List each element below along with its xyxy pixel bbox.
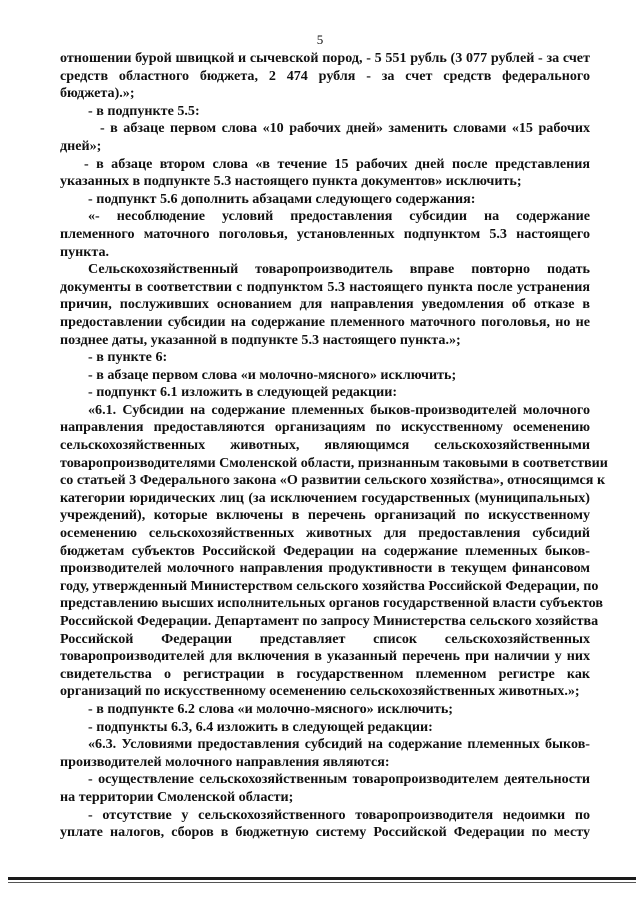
text-line: - подпункт 6.1 изложить в следующей редакции:	[88, 384, 398, 401]
text-line: Сельскохозяйственный товаропроизводитель вправе повторно подать	[88, 261, 590, 278]
text-line: средств областного бюджета, 2 474 рубля - за счет средств федерального	[60, 67, 590, 84]
text-line: сельскохозяйственных животных, являющимся сельскохозяйственными	[60, 437, 590, 454]
text-line: уплате налогов, сборов в бюджетную систему Российской Федерации по месту	[60, 824, 590, 841]
text-line: товаропроизводителями Смоленской области, признанным таковыми в соответствии	[60, 454, 608, 471]
text-line: производителей молочного направления продуктивности в текущем финансовом	[60, 560, 590, 577]
text-line: «6.3. Условиями предоставления субсидий на содержание племенных быков-	[88, 736, 590, 753]
text-line: - отсутствие у сельскохозяйственного товаропроизводителя недоимки по	[88, 806, 590, 823]
text-line: отношении бурой швицкой и сычевской пород, - 5 551 рубль (3 077 рублей - за счет	[60, 50, 590, 66]
text-line: - в абзаце первом слова «10 рабочих дней» заменить словами «15 рабочих	[100, 120, 590, 137]
text-line: учреждений), которые включены в перечень организаций по искусственному	[60, 507, 590, 524]
page-number: 5	[316, 32, 324, 47]
text-line: «- несоблюдение условий предоставления субсидии на содержание	[88, 208, 590, 225]
text-line: - в пункте 6:	[88, 349, 168, 366]
bottom-rule-thin	[8, 882, 636, 883]
text-line: указанных в подпункте 5.3 настоящего пункта документов» исключить;	[60, 173, 522, 190]
text-line: на территории Смоленской области;	[60, 788, 294, 805]
text-line: категории юридических лиц (за исключением государственных (муниципальных)	[60, 489, 590, 506]
text-line: дней»;	[60, 137, 102, 154]
text-line: году, утвержденный Министерством сельского хозяйства Российской Федерации, по	[60, 577, 599, 594]
text-line: бюджета).»;	[60, 85, 135, 102]
text-line: - в абзаце первом слова «и молочно-мясного» исключить;	[88, 366, 457, 383]
bottom-rule	[8, 877, 636, 880]
text-line: предоставлении субсидии на содержание племенного маточного поголовья, но не	[60, 313, 590, 330]
text-line: документы в соответствии с подпунктом 5.3 настоящего пункта после устранения	[60, 278, 590, 295]
text-line: - подпункты 6.3, 6.4 изложить в следующей редакции:	[88, 718, 433, 735]
text-line: представлению высших исполнительных органов государственной власти субъектов	[60, 595, 603, 612]
text-line: бюджетам субъектов Российской Федерации на содержание племенных быков-	[60, 542, 590, 559]
text-line: племенного маточного поголовья, установленных подпунктом 5.3 настоящего	[60, 225, 590, 242]
text-line: пункта.	[60, 243, 110, 260]
text-line: - осуществление сельскохозяйственным товаропроизводителем деятельности	[88, 771, 590, 788]
text-line: товаропроизводителей для включения в указанный перечень при наличии у них	[60, 648, 590, 665]
text-line: свидетельства о регистрации в государственном племенном регистре как	[60, 665, 590, 682]
text-line: организаций по искусственному осеменению сельскохозяйственных животных.»;	[60, 683, 580, 700]
document-body	[60, 50, 608, 842]
text-line: со статьей 3 Федерального закона «О развитии сельского хозяйства», относящимся к	[60, 472, 606, 489]
text-line: направления предоставляются организациям по искусственному осеменению	[60, 419, 590, 436]
text-line: - подпункт 5.6 дополнить абзацами следующего содержания:	[88, 190, 476, 207]
text-line: Российской Федерации представляет список сельскохозяйственных	[60, 630, 590, 647]
text-line: - в подпункте 6.2 слова «и молочно-мясного» исключить;	[88, 700, 453, 717]
text-line: производителей молочного направления являются:	[60, 753, 390, 770]
text-line: - в подпункте 5.5:	[88, 102, 200, 119]
text-line: позднее даты, указанной в подпункте 5.3 настоящего пункта.»;	[60, 331, 461, 348]
text-line: причин, послуживших основанием для направления уведомления об отказе в	[60, 296, 590, 313]
text-line: Российской Федерации. Департамент по запросу Министерства сельского хозяйства	[60, 613, 599, 629]
text-line: «6.1. Субсидии на содержание племенных быков-производителей молочного	[88, 401, 590, 418]
text-line: осеменению сельскохозяйственных животных для предоставления субсидий	[60, 525, 590, 542]
text-line: - в абзаце втором слова «в течение 15 рабочих дней после представления	[84, 155, 590, 172]
